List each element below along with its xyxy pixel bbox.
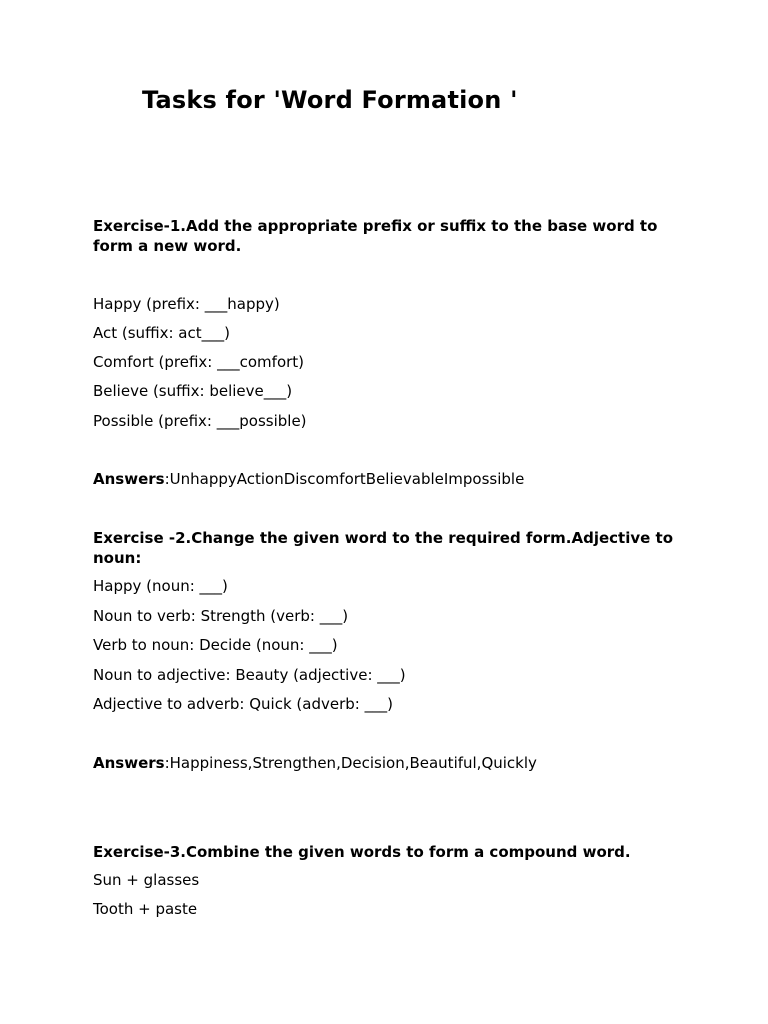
answers-text: :UnhappyActionDiscomfortBelievableImpossible	[164, 470, 525, 488]
exercise-2-item: Happy (noun: ___)	[93, 577, 228, 595]
exercise-2-item: Adjective to adverb: Quick (adverb: ___)	[93, 695, 393, 713]
exercise-3-item: Tooth + paste	[93, 900, 198, 918]
exercise-1-item: Believe (suffix: believe___)	[93, 382, 293, 400]
exercise-1-heading: Exercise-1.Add the appropriate prefix or suffix to the base word to form a new word.	[93, 217, 658, 255]
exercise-2-item: Noun to adjective: Beauty (adjective: ___)	[93, 666, 406, 684]
answers-label: Answers	[93, 470, 165, 488]
exercise-1-item: Act (suffix: act___)	[93, 324, 230, 342]
page-title: Tasks for 'Word Formation '	[142, 86, 518, 114]
exercise-2-heading: Exercise -2.Change the given word to the required form.Adjective to noun:	[93, 529, 673, 567]
answers-label: Answers	[93, 754, 165, 772]
exercise-3-heading: Exercise-3.Combine the given words to form a compound word.	[93, 843, 631, 861]
exercise-2-item: Noun to verb: Strength (verb: ___)	[93, 607, 349, 625]
exercise-2-item: Verb to noun: Decide (noun: ___)	[93, 636, 338, 654]
exercise-1-item: Happy (prefix: ___happy)	[93, 295, 280, 313]
exercise-2-answers	[93, 753, 537, 773]
answers-text: :Happiness,Strengthen,Decision,Beautiful,Quickly	[164, 754, 537, 772]
exercise-3-item: Sun + glasses	[93, 871, 200, 889]
exercise-1-answers	[93, 469, 524, 489]
exercise-1-item: Possible (prefix: ___possible)	[93, 412, 307, 430]
exercise-1-item: Comfort (prefix: ___comfort)	[93, 353, 305, 371]
